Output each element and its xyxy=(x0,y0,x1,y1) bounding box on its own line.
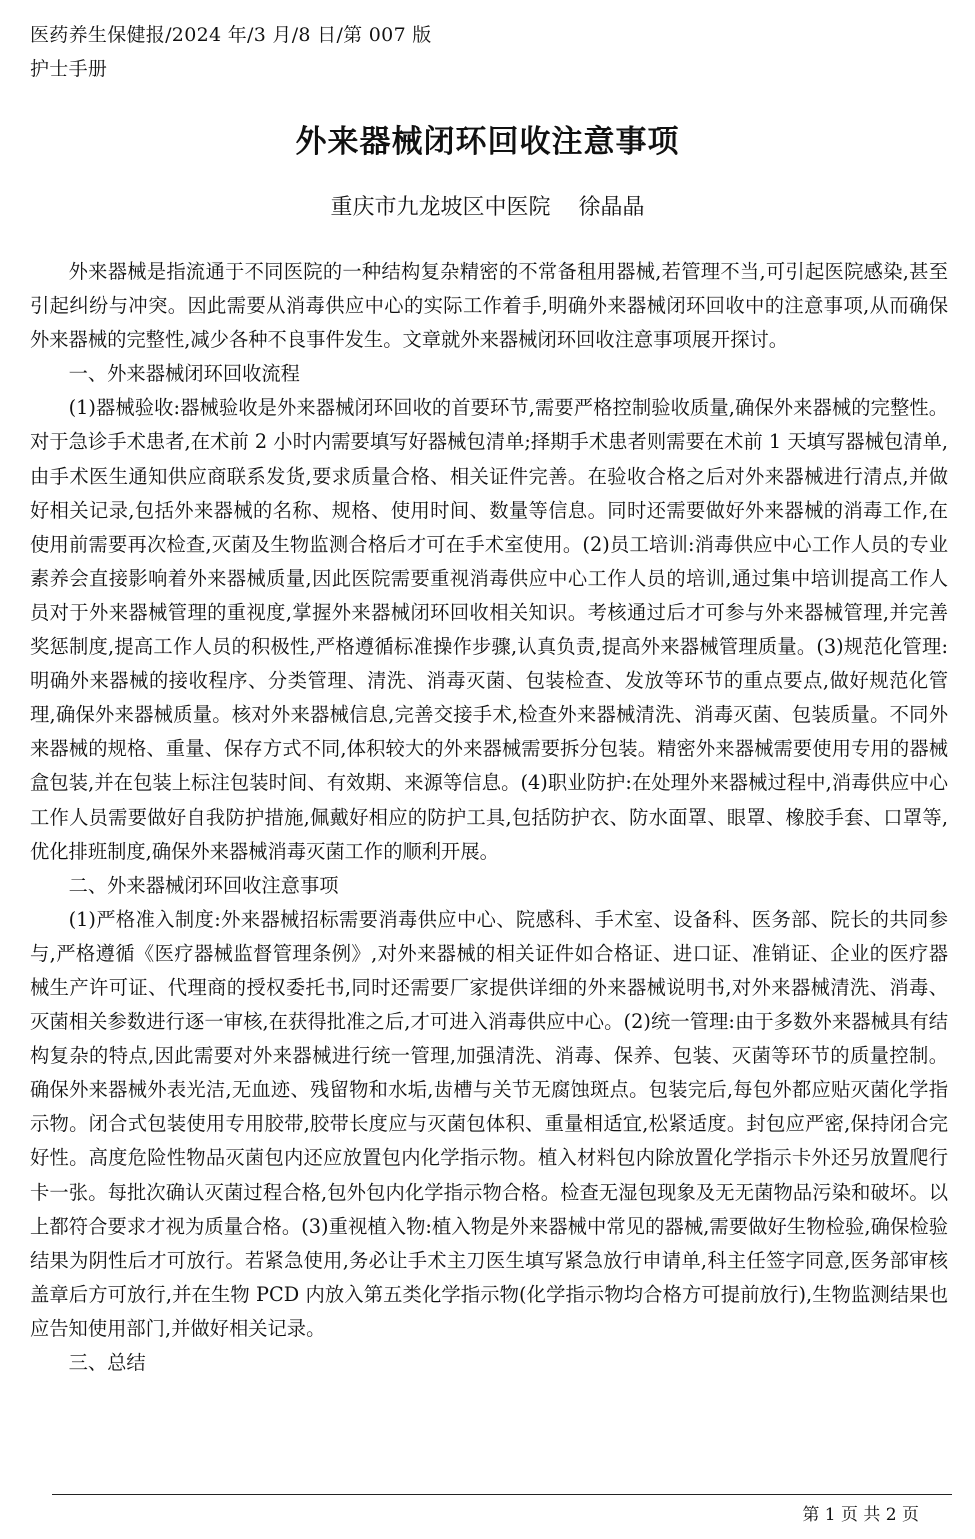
body-paragraph: (1)器械验收:器械验收是外来器械闭环回收的首要环节,需要严格控制验收质量,确保外来器械的完整性。对于急诊手术患者,在术前 2 小时内需要填写好器械包清单;择期手术患者则需要在术前 1 天填写器械包清单,由手术医生通知供应商联系发货,要求质量合格、相关证件完善。在验收合格之后对外来器械进行清点,并做好相关记录,包括外来器械的名称、规格、使用时间、数量等信息。同时还需要做好外来器械的消毒工作,在使用前需要再次检查,灭菌及生物监测合格后才可在手术室使用。(2)员工培训:消毒供应中心工作人员的专业素养会直接影响着外来器械质量,因此医院需要重视消毒供应中心工作人员的培训,通过集中培训提高工作人员对于外来器械管理的重视度,掌握外来器械闭环回收相关知识。考核通过后才可参与外来器械管理,并完善奖惩制度,提高工作人员的积极性,严格遵循标准操作步骤,认真负责,提高外来器械管理质量。(3)规范化管理:明确外来器械的接收程序、分类管理、清洗、消毒灭菌、包装检查、发放等环节的重点要点,做好规范化管理,确保外来器械质量。核对外来器械信息,完善交接手术,检查外来器械清洗、消毒灭菌、包装质量。不同外来器械的规格、重量、保存方式不同,体积较大的外来器械需要拆分包装。精密外来器械需要使用专用的器械盒包装,并在包装上标注包装时间、有效期、来源等信息。(4)职业防护:在处理外来器械过程中,消毒供应中心工作人员需要做好自我防护措施,佩戴好相应的防护工具,包括防护衣、防水面罩、眼罩、橡胶手套、口罩等,优化排班制度,确保外来器械消毒灭菌工作的顺利开展。 xyxy=(30,396,948,863)
footer-divider xyxy=(52,1494,952,1495)
author: 徐晶晶 xyxy=(578,195,645,220)
publication-source: 医药养生保健报/2024 年/3 月/8 日/第 007 版 xyxy=(30,24,432,46)
page-indicator: 第 1 页 共 2 页 xyxy=(802,1505,919,1525)
section-heading: 三、总结 xyxy=(68,1351,146,1374)
section-heading: 一、外来器械闭环回收流程 xyxy=(68,362,300,386)
column-name: 护士手册 xyxy=(30,58,108,80)
article-body xyxy=(30,255,948,1380)
institution: 重庆市九龙坡区中医院 xyxy=(330,195,551,220)
body-paragraph: (1)严格准入制度:外来器械招标需要消毒供应中心、院感科、手术室、设备科、医务部、院长的共同参与,严格遵循《医疗器械监督管理条例》,对外来器械的相关证件如合格证、进口证、准销证、企业的医疗器械生产许可证、代理商的授权委托书,同时还需要厂家提供详细的外来器械说明书,对外来器械清洗、消毒、灭菌相关参数进行逐一审核,在获得批准之后,才可进入消毒供应中心。(2)统一管理:由于多数外来器械具有结构复杂的特点,因此需要对外来器械进行统一管理,加强清洗、消毒、保养、包装、灭菌等环节的质量控制。确保外来器械外表光洁,无血迹、残留物和水垢,齿槽与关节无腐蚀斑点。包装完后,每包外都应贴灭菌化学指示物。闭合式包装使用专用胶带,胶带长度应与灭菌包体积、重量相适宜,松紧适度。封包应严密,保持闭合完好性。高度危险性物品灭菌包内还应放置包内化学指示物。植入材料包内除放置化学指示卡外还另放置爬行卡一张。每批次确认灭菌过程合格,包外包内化学指示物合格。检查无湿包现象及无无菌物品污染和破坏。以上都符合要求才视为质量合格。(3)重视植入物:植入物是外来器械中常见的器械,需要做好生物检验,确保检验结果为阴性后才可放行。若紧急使用,务必让手术主刀医生填写紧急放行申请单,科主任签字同意,医务部审核盖章后方可放行,并在生物 PCD 内放入第五类化学指示物(化学指示物均合格方可提前放行),生物监测结果也应告知使用部门,并做好相关记录。 xyxy=(30,907,948,1340)
intro-paragraph: 外来器械是指流通于不同医院的一种结构复杂精密的不常备租用器械,若管理不当,可引起医院感染,甚至引起纠纷与冲突。因此需要从消毒供应中心的实际工作着手,明确外来器械闭环回收中的注意事项,从而确保外来器械的完整性,减少各种不良事件发生。文章就外来器械闭环回收注意事项展开探讨。 xyxy=(30,260,948,352)
byline xyxy=(0,190,975,221)
section-heading: 二、外来器械闭环回收注意事项 xyxy=(68,873,339,897)
article-title: 外来器械闭环回收注意事项 xyxy=(295,124,680,160)
